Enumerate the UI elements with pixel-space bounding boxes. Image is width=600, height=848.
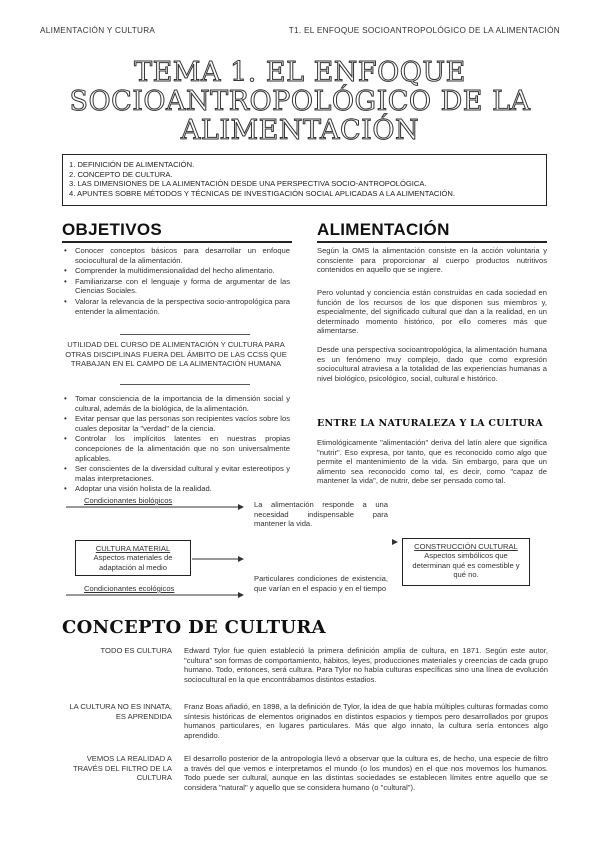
condicionantes-ecologicos: Condicionantes ecológicos xyxy=(84,584,175,593)
title-line-3: ALIMENTACIÓN xyxy=(180,115,420,146)
title-line-1: TEMA 1. EL ENFOQUE xyxy=(134,57,466,88)
condicionantes-biologicos: Condicionantes biológicos xyxy=(84,496,173,505)
alimentacion-heading: ALIMENTACIÓN xyxy=(317,220,450,239)
alimentacion-p1: Según la OMS la alimentación consiste en la acción voluntaria y consciente para proporcionar al cuerpo productos nutritivos contenidos en aquello que se ingiere. xyxy=(317,246,547,275)
header-left: ALIMENTACIÓN Y CULTURA xyxy=(40,26,156,35)
list-item: • Ser conscientes de la diversidad cultural y evitar estereotipos y malas interpretaciones. xyxy=(62,464,290,483)
naturaleza-heading: ENTRE LA NATURALEZA Y LA CULTURA xyxy=(317,418,543,429)
list-item: • Comprender la multidimensionalidad del hecho alimentario. xyxy=(62,266,290,276)
particulares-text: Particulares condiciones de existencia, que varían en el espacio y en el tiempo xyxy=(254,574,388,593)
title-line-2: SOCIOANTROPOLÓGICO DE LA xyxy=(69,86,531,117)
index-item: 4. APUNTES SOBRE MÉTODOS Y TÉCNICAS DE INVESTIGACIÓN SOCIAL APLICADAS A LA ALIMENTACIÓN. xyxy=(69,188,455,198)
concepto-heading: CONCEPTO DE CULTURA xyxy=(62,617,326,638)
cultura-material-title: CULTURA MATERIAL xyxy=(95,544,171,553)
concepto-text-2: Franz Boas añadió, en 1898, a la definición de Tylor, la idea de que había múltiples culturas formadas como síntesis históricas de elementos originados en distintos espacios y tiempos pero desarrollados por grupos humanos particulares, en lugares particulares. Más que algo innato, la cultura sería entonces algo aprendido. xyxy=(184,702,548,740)
construccion-title: CONSTRUCCIÓN CULTURAL xyxy=(414,542,518,551)
alimentacion-p3: Desde una perspectiva socioantropológica, la alimentación humana es un fenómeno muy complejo, dado que como expresión sociocultural atraviesa a la totalidad de las experiencias humanas a nivel biológico, psicológico, social, cultural e histórico. xyxy=(317,345,547,383)
list-item: • Conocer conceptos básicos para desarrollar un enfoque sociocultural de la alimentación. xyxy=(62,246,290,265)
list-item: • Tomar consciencia de la importancia de la dimensión social y cultural, además de la biológica, de la alimentación. xyxy=(62,394,290,413)
cultura-material-text: Aspectos materiales de adaptación al medio xyxy=(93,553,173,572)
concepto-text-3: El desarrollo posterior de la antropología llevó a observar que la cultura es, de hecho, una especie de filtro a través del que vemos e interpretamos el mundo (o los mundos) en el que nos movemos los humanos. Todo puede ser cultural, aunque en las distintas sociedades se establecen límites entre aquello que se considera "natural" y aquello que se considera humano (o "cultural"). xyxy=(184,754,548,792)
list-item: • Evitar pensar que las personas son recipientes vacíos sobre los cuales depositar la "verdad" de la ciencia. xyxy=(62,414,290,433)
alimentacion-p2: Pero voluntad y conciencia están construidas en cada sociedad en función de los recursos de los que disponen sus miembros y, especialmente, del significado cultural que dan a la realidad, en un determinado momento histórico, por ello comeres más que alimentarse. xyxy=(317,288,547,336)
index-item: 3. LAS DIMENSIONES DE LA ALIMENTACIÓN DESDE UNA PERSPECTIVA SOCIO-ANTROPOLÓGICA. xyxy=(69,179,427,188)
construccion-text: Aspectos simbólicos que determinan qué es comestible y qué no. xyxy=(412,551,520,580)
list-item: • Familiarizarse con el lenguaje y forma de argumentar de las Ciencias Sociales. xyxy=(62,277,290,296)
vida-text: La alimentación responde a una necesidad indispensable para mantener la vida. xyxy=(254,500,388,529)
concepto-text-1: Edward Tylor fue quien estableció la primera definición amplia de cultura, en 1871. Según este autor, "cultura" son formas de comportamiento, hábitos, leyes, producciones materiales y creencias de cada grupo humano. Todo, entonces, será cultura. Para Tylor no había culturas específicas sino una línea de evolución sociocultural en la que encontrábamos distintos estadios. xyxy=(184,646,548,684)
list-item: • Controlar los implícitos latentes en nuestras propias concepciones de la alimentación que no son universalmente aplicables. xyxy=(62,434,290,463)
concepto-label-2: LA CULTURA NO ES INNATA, ES APRENDIDA xyxy=(69,702,172,721)
index-item: 2. CONCEPTO DE CULTURA. xyxy=(69,169,173,179)
concepto-label-1: TODO ES CULTURA xyxy=(100,646,172,655)
alimentacion-p4: Etimológicamente "alimentación" deriva del latín alere que significa "nutrir". Eso expresa, por tanto, que es reconocido como algo que permite el mantenimiento de la vida. Sin embargo, para que un alimento sea reconocido como tal, es decir, como "capaz de mantener la vida", de nutrir, debe ser pensado como tal. xyxy=(317,438,547,486)
header-right: T1. EL ENFOQUE SOCIOANTROPOLÓGICO DE LA ALIMENTACIÓN xyxy=(288,26,560,35)
index-item: 1. DEFINICIÓN DE ALIMENTACIÓN. xyxy=(69,160,195,169)
list-item: • Adoptar una visión holista de la realidad. xyxy=(62,484,290,494)
list-item: • Valorar la relevancia de la perspectiva socio-antropológica para entender la alimentación. xyxy=(62,297,290,316)
objetivos-heading: OBJETIVOS xyxy=(62,220,163,239)
utilidad-text: UTILIDAD DEL CURSO DE ALIMENTACIÓN Y CULTURA PARA OTRAS DISCIPLINAS FUERA DEL ÁMBITO DE LAS CCSS QUE TRABAJAN EN EL CAMPO DE LA ALIMENTACIÓN HUMANA xyxy=(65,340,287,369)
concepto-label-3: VEMOS LA REALIDAD A TRAVÉS DEL FILTRO DE LA CULTURA xyxy=(72,754,172,783)
construccion-cultural-box xyxy=(402,538,530,586)
